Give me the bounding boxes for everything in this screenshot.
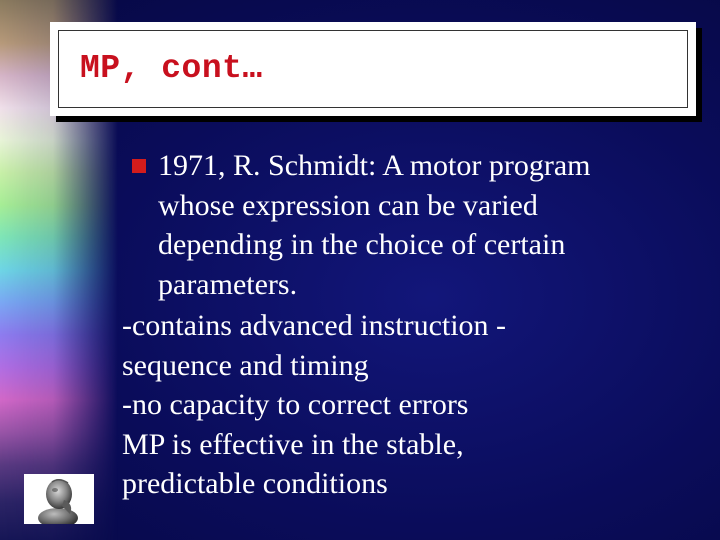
- bullet-line-1: 1971, R. Schmidt: A motor program: [158, 149, 591, 182]
- paragraph-line-5: predictable conditions: [122, 467, 388, 500]
- thinker-statue-icon: [24, 474, 94, 524]
- paragraph-line-3: -no capacity to correct errors: [122, 388, 469, 421]
- thinker-statue-svg: [24, 474, 94, 524]
- paragraph-line-2: sequence and timing: [122, 348, 369, 382]
- bullet-line-4: parameters.: [158, 267, 298, 301]
- slide-body: [122, 146, 707, 504]
- paragraph-line-1: -contains advanced instruction -: [122, 309, 507, 342]
- bullet-square-icon: [132, 159, 146, 173]
- slide-title: MP, cont…: [80, 50, 263, 87]
- paragraph-line-4: MP is effective in the stable,: [122, 427, 464, 461]
- bullet-item: [122, 146, 707, 304]
- bullet-line-2: whose expression can be varied: [158, 188, 538, 222]
- title-box: [50, 22, 696, 116]
- bullet-line-3: depending in the choice of certain: [158, 228, 566, 261]
